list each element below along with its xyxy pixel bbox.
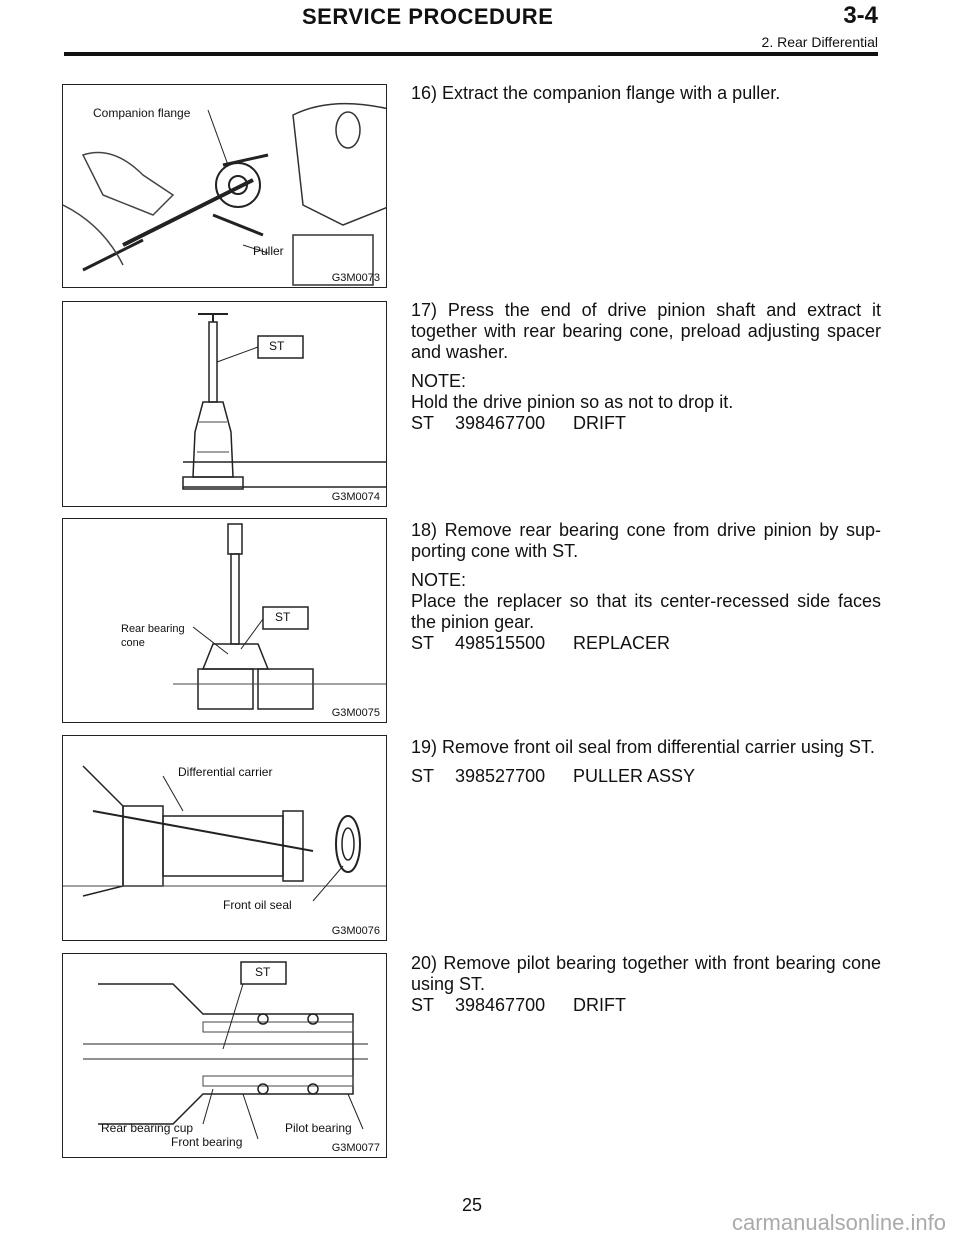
step-19 [411, 737, 881, 787]
step-text: 16) Extract the companion flange with a puller. [411, 83, 781, 103]
note-text: Place the replacer so that its center-recessed side faces the pinion gear. [411, 591, 881, 632]
illustration-replacer [63, 519, 387, 723]
label-differential-carrier: Differential carrier [178, 765, 273, 779]
step-16 [411, 83, 881, 104]
tool-prefix: ST [411, 413, 435, 433]
label-st: ST [255, 965, 271, 979]
tool-number: 398467700 [455, 413, 546, 433]
tool-prefix: ST [411, 633, 435, 653]
section-subtitle: 2. Rear Differential [761, 34, 878, 50]
section-number: 3-4 [843, 2, 878, 29]
tool-prefix: ST [411, 766, 435, 786]
watermark: carmanualsonline.info [731, 1210, 946, 1235]
figure-code: G3M0073 [331, 272, 380, 284]
step-17 [411, 300, 881, 434]
special-tool-line [411, 766, 881, 787]
tool-number: 498515500 [455, 633, 546, 653]
figure-code: G3M0076 [331, 925, 380, 937]
step-text: 20) Remove pilot bearing together with front bearing cone using ST. [411, 953, 881, 994]
note-label: NOTE: [411, 371, 467, 391]
step-text: 19) Remove front oil seal from differential carrier using ST. [411, 737, 875, 757]
section-title: SERVICE PROCEDURE [302, 4, 554, 29]
note-text: Hold the drive pinion so as not to drop it. [411, 392, 734, 412]
tool-name: PULLER ASSY [573, 766, 696, 786]
tool-name: DRIFT [573, 413, 626, 433]
tool-number: 398467700 [455, 995, 546, 1015]
step-18 [411, 520, 881, 654]
page-number: 25 [462, 1195, 483, 1215]
figure-code: G3M0075 [331, 707, 380, 719]
label-cone: cone [121, 637, 145, 649]
tool-prefix: ST [411, 995, 435, 1015]
figure-replacer [62, 518, 387, 723]
figure-companion-flange-puller [62, 84, 387, 288]
figure-front-oil-seal [62, 735, 387, 941]
figure-code: G3M0074 [331, 491, 380, 503]
label-front-bearing: Front bearing [171, 1135, 243, 1149]
header-rule [64, 52, 878, 56]
step-text: 18) Remove rear bearing cone from drive pinion by sup-porting cone with ST. [411, 520, 881, 561]
label-companion-flange: Companion flange [93, 106, 191, 120]
special-tool-line [411, 995, 881, 1016]
tool-name: REPLACER [573, 633, 671, 653]
figure-drift-pinion [62, 301, 387, 507]
special-tool-line [411, 633, 881, 654]
label-rear-bearing-cup: Rear bearing cup [101, 1121, 194, 1135]
label-rear-bearing: Rear bearing [121, 623, 185, 635]
note-label: NOTE: [411, 570, 467, 590]
tool-number: 398527700 [455, 766, 546, 786]
figure-pilot-bearing [62, 953, 387, 1158]
label-st: ST [275, 610, 291, 624]
step-text: 17) Press the end of drive pinion shaft and extract it together with rear bearing cone, preload adjusting spacer and washer. [411, 300, 881, 362]
illustration-drift [63, 302, 387, 507]
label-pilot-bearing: Pilot bearing [285, 1121, 352, 1135]
figure-code: G3M0077 [331, 1142, 380, 1154]
step-20 [411, 953, 881, 1016]
label-front-oil-seal: Front oil seal [223, 898, 292, 912]
label-st: ST [269, 339, 285, 353]
label-puller: Puller [253, 244, 284, 258]
special-tool-line [411, 413, 881, 434]
tool-name: DRIFT [573, 995, 626, 1015]
